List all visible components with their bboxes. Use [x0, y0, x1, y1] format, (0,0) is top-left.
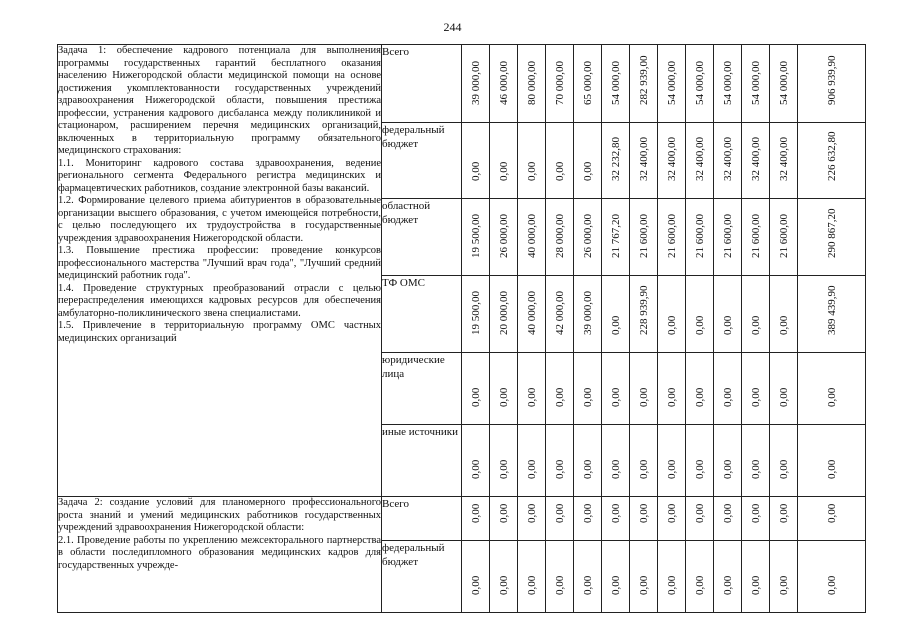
cell-value: 54 000,00	[721, 61, 734, 105]
cell-value: 21 600,00	[693, 214, 706, 258]
task-paragraph: 1.1. Мониторинг кадрового состава здравоохранения, ведение регионального сегмента Федерального регистра медицинских и фармацевтических работников, создание электронной базы вакансий.	[58, 157, 381, 194]
value-cell	[742, 123, 770, 199]
cell-value: 0,00	[497, 503, 510, 523]
cell-value: 906 939,90	[825, 55, 838, 105]
value-cell	[770, 276, 798, 353]
cell-value: 0,00	[749, 387, 762, 407]
funding-table	[57, 44, 866, 613]
value-cell	[686, 276, 714, 353]
value-cell	[742, 45, 770, 123]
value-cell	[658, 541, 686, 613]
value-cell	[686, 123, 714, 199]
cell-value: 0,00	[665, 459, 678, 479]
value-cell	[462, 497, 490, 541]
cell-value: 0,00	[693, 315, 706, 335]
value-cell	[686, 425, 714, 497]
cell-value: 0,00	[609, 315, 622, 335]
cell-value: 46 000,00	[497, 61, 510, 105]
cell-value: 0,00	[553, 387, 566, 407]
value-cell	[546, 123, 574, 199]
cell-value: 0,00	[693, 459, 706, 479]
value-cell	[770, 425, 798, 497]
cell-value: 0,00	[469, 503, 482, 523]
cell-value: 54 000,00	[665, 61, 678, 105]
value-cell	[714, 353, 742, 425]
cell-value: 0,00	[497, 575, 510, 595]
cell-value: 0,00	[525, 503, 538, 523]
cell-value: 0,00	[665, 575, 678, 595]
funding-source: Всего	[382, 497, 462, 541]
cell-value: 32 400,00	[693, 137, 706, 181]
value-cell	[686, 199, 714, 276]
value-cell	[742, 353, 770, 425]
cell-value: 42 000,00	[553, 291, 566, 335]
value-cell	[574, 541, 602, 613]
cell-value: 0,00	[777, 503, 790, 523]
cell-value: 0,00	[777, 459, 790, 479]
cell-value: 0,00	[693, 575, 706, 595]
value-cell	[658, 123, 686, 199]
value-cell	[518, 276, 546, 353]
task-paragraph: 2.1. Проведение работы по укреплению межсекторального партнерства в области последипломного образования медицинских кадров для государственных учрежде-	[58, 534, 381, 571]
value-cell	[770, 45, 798, 123]
value-cell	[518, 425, 546, 497]
cell-value: 0,00	[581, 161, 594, 181]
value-cell	[798, 199, 866, 276]
value-cell	[602, 353, 630, 425]
cell-value: 0,00	[777, 387, 790, 407]
cell-value: 21 600,00	[777, 214, 790, 258]
value-cell	[518, 199, 546, 276]
cell-value: 228 939,90	[637, 285, 650, 335]
value-cell	[714, 425, 742, 497]
task-paragraph: Задача 2: создание условий для планомерного профессионального роста знаний и умений медицинских работников государственных учреждений здравоохранения Нижегородской области:	[58, 497, 381, 533]
value-cell	[518, 45, 546, 123]
cell-value: 19 500,00	[469, 214, 482, 258]
cell-value: 0,00	[469, 459, 482, 479]
value-cell	[462, 123, 490, 199]
cell-value: 0,00	[609, 503, 622, 523]
value-cell	[798, 123, 866, 199]
cell-value: 0,00	[609, 459, 622, 479]
value-cell	[770, 199, 798, 276]
cell-value: 0,00	[721, 315, 734, 335]
value-cell	[742, 497, 770, 541]
value-cell	[714, 497, 742, 541]
value-cell	[630, 276, 658, 353]
value-cell	[686, 353, 714, 425]
cell-value: 32 232,80	[609, 137, 622, 181]
value-cell	[686, 541, 714, 613]
cell-value: 0,00	[721, 387, 734, 407]
funding-source: юридические лица	[382, 353, 462, 425]
value-cell	[490, 123, 518, 199]
cell-value: 0,00	[693, 503, 706, 523]
value-cell	[546, 497, 574, 541]
value-cell	[574, 353, 602, 425]
cell-value: 0,00	[553, 575, 566, 595]
cell-value: 0,00	[525, 387, 538, 407]
cell-value: 70 000,00	[553, 61, 566, 105]
cell-value: 26 000,00	[497, 214, 510, 258]
value-cell	[770, 353, 798, 425]
cell-value: 32 400,00	[665, 137, 678, 181]
cell-value: 389 439,90	[825, 285, 838, 335]
cell-value: 282 939,00	[637, 55, 650, 105]
cell-value: 0,00	[777, 315, 790, 335]
cell-value: 21 600,00	[721, 214, 734, 258]
value-cell	[602, 276, 630, 353]
value-cell	[714, 123, 742, 199]
cell-value: 0,00	[637, 503, 650, 523]
value-cell	[490, 199, 518, 276]
value-cell	[714, 276, 742, 353]
cell-value: 0,00	[825, 459, 838, 479]
value-cell	[574, 425, 602, 497]
value-cell	[630, 45, 658, 123]
cell-value: 39 000,00	[581, 291, 594, 335]
cell-value: 54 000,00	[609, 61, 622, 105]
cell-value: 0,00	[609, 575, 622, 595]
cell-value: 28 000,00	[553, 214, 566, 258]
cell-value: 21 767,20	[609, 214, 622, 258]
value-cell	[546, 45, 574, 123]
value-cell	[602, 45, 630, 123]
value-cell	[658, 276, 686, 353]
task-paragraph: 1.5. Привлечение в территориальную программу ОМС частных медицинских организаций	[58, 320, 381, 344]
cell-value: 19 500,00	[469, 291, 482, 335]
cell-value: 0,00	[497, 387, 510, 407]
cell-value: 0,00	[581, 387, 594, 407]
value-cell	[462, 541, 490, 613]
cell-value: 65 000,00	[581, 61, 594, 105]
value-cell	[714, 199, 742, 276]
value-cell	[546, 425, 574, 497]
cell-value: 32 400,00	[637, 137, 650, 181]
cell-value: 0,00	[825, 503, 838, 523]
page-number: 244	[443, 20, 462, 34]
cell-value: 0,00	[749, 459, 762, 479]
cell-value: 40 000,00	[525, 214, 538, 258]
task-description-2	[58, 497, 382, 613]
value-cell	[574, 45, 602, 123]
value-cell	[602, 123, 630, 199]
cell-value: 0,00	[553, 459, 566, 479]
value-cell	[798, 353, 866, 425]
value-cell	[546, 541, 574, 613]
table-row	[58, 497, 866, 541]
value-cell	[462, 45, 490, 123]
value-cell	[602, 425, 630, 497]
value-cell	[490, 541, 518, 613]
value-cell	[462, 353, 490, 425]
cell-value: 0,00	[637, 387, 650, 407]
value-cell	[490, 425, 518, 497]
cell-value: 0,00	[525, 459, 538, 479]
value-cell	[658, 199, 686, 276]
task-paragraph: 1.3. Повышение престижа профессии: проведение конкурсов профессионального мастерства "Лучший врач года", "Лучший средний медицинский работник года".	[58, 245, 381, 281]
cell-value: 226 632,80	[825, 131, 838, 181]
value-cell	[490, 353, 518, 425]
task-description-1	[58, 45, 382, 497]
cell-value: 0,00	[609, 387, 622, 407]
value-cell	[574, 199, 602, 276]
value-cell	[798, 45, 866, 123]
value-cell	[770, 541, 798, 613]
cell-value: 0,00	[469, 161, 482, 181]
value-cell	[630, 123, 658, 199]
cell-value: 0,00	[637, 459, 650, 479]
value-cell	[630, 497, 658, 541]
cell-value: 0,00	[665, 315, 678, 335]
cell-value: 0,00	[525, 161, 538, 181]
cell-value: 32 400,00	[777, 137, 790, 181]
value-cell	[546, 276, 574, 353]
value-cell	[546, 199, 574, 276]
value-cell	[658, 353, 686, 425]
cell-value: 21 600,00	[665, 214, 678, 258]
value-cell	[798, 497, 866, 541]
cell-value: 0,00	[749, 503, 762, 523]
cell-value: 0,00	[665, 503, 678, 523]
cell-value: 0,00	[553, 161, 566, 181]
value-cell	[686, 45, 714, 123]
value-cell	[658, 497, 686, 541]
cell-value: 20 000,00	[497, 291, 510, 335]
cell-value: 0,00	[637, 575, 650, 595]
cell-value: 0,00	[553, 503, 566, 523]
value-cell	[462, 276, 490, 353]
cell-value: 0,00	[777, 575, 790, 595]
table-row	[58, 45, 866, 123]
value-cell	[798, 541, 866, 613]
value-cell	[490, 497, 518, 541]
value-cell	[714, 541, 742, 613]
task-paragraph: 1.4. Проведение структурных преобразований отрасли с целью перераспределения имеющихся кадровых ресурсов для обеспечения амбулаторно-поликлинического звена специалистами.	[58, 282, 381, 319]
cell-value: 80 000,00	[525, 61, 538, 105]
value-cell	[630, 353, 658, 425]
cell-value: 0,00	[665, 387, 678, 407]
funding-source: Всего	[382, 45, 462, 123]
cell-value: 0,00	[825, 387, 838, 407]
funding-source: иные источники	[382, 425, 462, 497]
value-cell	[798, 276, 866, 353]
value-cell	[602, 541, 630, 613]
cell-value: 0,00	[825, 575, 838, 595]
value-cell	[714, 45, 742, 123]
value-cell	[630, 425, 658, 497]
value-cell	[658, 425, 686, 497]
cell-value: 0,00	[721, 575, 734, 595]
value-cell	[742, 276, 770, 353]
value-cell	[490, 276, 518, 353]
cell-value: 0,00	[693, 387, 706, 407]
value-cell	[518, 353, 546, 425]
cell-value: 21 600,00	[637, 214, 650, 258]
value-cell	[770, 497, 798, 541]
value-cell	[602, 497, 630, 541]
value-cell	[798, 425, 866, 497]
cell-value: 21 600,00	[749, 214, 762, 258]
cell-value: 54 000,00	[749, 61, 762, 105]
value-cell	[602, 199, 630, 276]
value-cell	[546, 353, 574, 425]
cell-value: 0,00	[469, 575, 482, 595]
value-cell	[518, 541, 546, 613]
value-cell	[630, 199, 658, 276]
cell-value: 40 000,00	[525, 291, 538, 335]
funding-source: ТФ ОМС	[382, 276, 462, 353]
value-cell	[518, 497, 546, 541]
cell-value: 0,00	[581, 575, 594, 595]
value-cell	[742, 199, 770, 276]
cell-value: 26 000,00	[581, 214, 594, 258]
value-cell	[686, 497, 714, 541]
cell-value: 54 000,00	[777, 61, 790, 105]
value-cell	[658, 45, 686, 123]
task-paragraph: 1.2. Формирование целевого приема абитуриентов в образовательные организации высшего образования, с учетом имеющейся потребности, с целью последующего их трудоустройства в государственные учреждения здравоохранения Нижегородской области.	[58, 195, 381, 244]
cell-value: 0,00	[497, 161, 510, 181]
cell-value: 0,00	[525, 575, 538, 595]
cell-value: 0,00	[749, 575, 762, 595]
value-cell	[462, 425, 490, 497]
funding-source: федеральный бюджет	[382, 123, 462, 199]
cell-value: 0,00	[581, 503, 594, 523]
cell-value: 39 000,00	[469, 61, 482, 105]
task-paragraph: Задача 1: обеспечение кадрового потенциала для выполнения программы государственных гарантий бесплатного оказания населению Нижегородской области медицинской помощи на основе достижения укомплектованности государственных учреждений здравоохранения Нижегородской области, повышения престижа профессии, устранения кадрового дисбаланса между поликлиникой и стационаром, расширением перечня медицинских организаций, включенных в территориальную программу обязательного медицинского страхования:	[58, 45, 381, 156]
value-cell	[490, 45, 518, 123]
cell-value: 0,00	[721, 459, 734, 479]
value-cell	[574, 123, 602, 199]
cell-value: 32 400,00	[749, 137, 762, 181]
cell-value: 290 867,20	[825, 208, 838, 258]
cell-value: 0,00	[497, 459, 510, 479]
value-cell	[462, 199, 490, 276]
value-cell	[518, 123, 546, 199]
cell-value: 0,00	[581, 459, 594, 479]
value-cell	[742, 541, 770, 613]
value-cell	[630, 541, 658, 613]
value-cell	[742, 425, 770, 497]
cell-value: 0,00	[721, 503, 734, 523]
cell-value: 54 000,00	[693, 61, 706, 105]
value-cell	[574, 276, 602, 353]
cell-value: 0,00	[469, 387, 482, 407]
cell-value: 0,00	[749, 315, 762, 335]
funding-source: областной бюджет	[382, 199, 462, 276]
cell-value: 32 400,00	[721, 137, 734, 181]
value-cell	[770, 123, 798, 199]
value-cell	[574, 497, 602, 541]
funding-source: федеральный бюджет	[382, 541, 462, 613]
